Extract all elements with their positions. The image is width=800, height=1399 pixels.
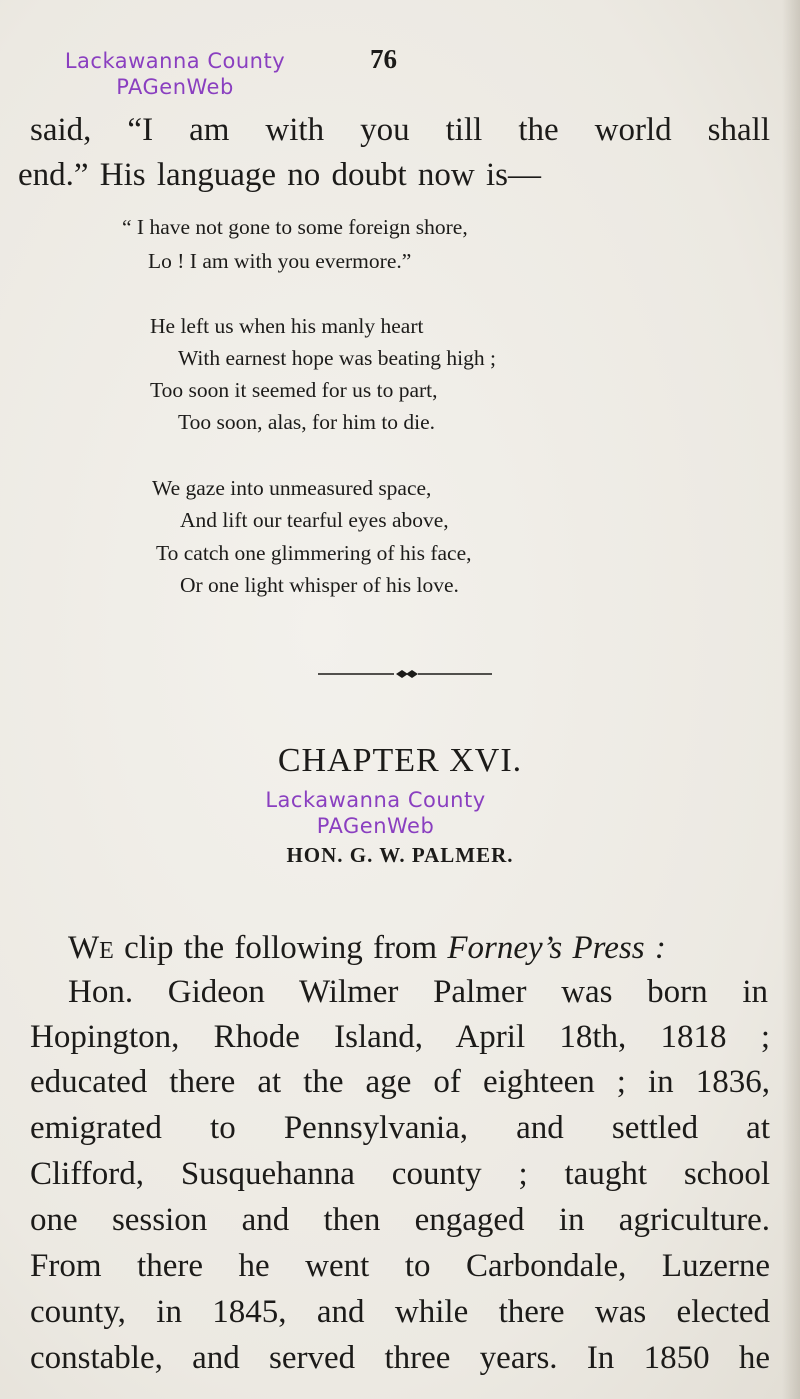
chapter-title: CHAPTER XVI.: [277, 742, 523, 779]
body-line-2: Hon. Gideon Wilmer Palmer was born in: [68, 974, 768, 1010]
page-edge-shadow: [782, 0, 800, 1399]
small-cap: E: [99, 938, 114, 964]
watermark-top: [40, 48, 310, 100]
drop-cap: W: [68, 930, 100, 966]
verse-quote-line-1: “ I have not gone to some foreign shore,: [122, 215, 468, 239]
watermark-top-line2: PAGenWeb: [116, 75, 234, 99]
verse-stanza1-line4: Too soon, alas, for him to die.: [178, 410, 436, 434]
body-line-3: Hopington, Rhode Island, April 18th, 1818 ;: [30, 1019, 770, 1055]
watermark-middle-line1: Lackawanna County: [265, 788, 486, 812]
watermark-middle-line2: PAGenWeb: [316, 814, 435, 838]
verse-stanza1-line2: With earnest hope was beating high ;: [178, 346, 496, 370]
chapter-subtitle: HON. G. W. PALMER.: [286, 843, 514, 867]
body-line-4: educated there at the age of eighteen ; in 1836,: [30, 1064, 770, 1100]
body-line-9: county, in 1845, and while there was elected: [30, 1294, 770, 1330]
body-line-5: emigrated to Pennsylvania, and settled at: [30, 1110, 770, 1146]
intro-line-2: end.” His language no doubt now is—: [18, 157, 542, 193]
body-line-8: From there he went to Carbondale, Luzerne: [30, 1248, 770, 1284]
intro-line-1: said, “I am with you till the world shall: [30, 112, 770, 148]
verse-stanza2-line3: To catch one glimmering of his face,: [156, 541, 472, 565]
body-line-6: Clifford, Susquehanna county ; taught school: [30, 1156, 770, 1192]
body-line-7: one session and then engaged in agriculture.: [30, 1202, 770, 1238]
ornamental-rule: [318, 667, 492, 681]
verse-stanza2-line4: Or one light whisper of his love.: [180, 573, 459, 597]
watermark-top-line1: Lackawanna County: [64, 49, 286, 73]
publication-name: Forney’s Press :: [447, 930, 666, 966]
verse-stanza2-line1: We gaze into unmeasured space,: [152, 476, 432, 500]
verse-stanza1-line3: Too soon it seemed for us to part,: [150, 378, 438, 402]
body-line-10: constable, and served three years. In 1850 he: [30, 1340, 770, 1376]
watermark-middle: [238, 787, 513, 839]
body-line-1-text: clip the following from: [113, 930, 448, 966]
body-line-1: [68, 926, 666, 973]
verse-quote-line-2: Lo ! I am with you evermore.”: [148, 249, 412, 273]
verse-stanza2-line2: And lift our tearful eyes above,: [180, 508, 449, 532]
verse-stanza1-line1: He left us when his manly heart: [150, 314, 424, 338]
page-number: 76: [370, 44, 397, 74]
